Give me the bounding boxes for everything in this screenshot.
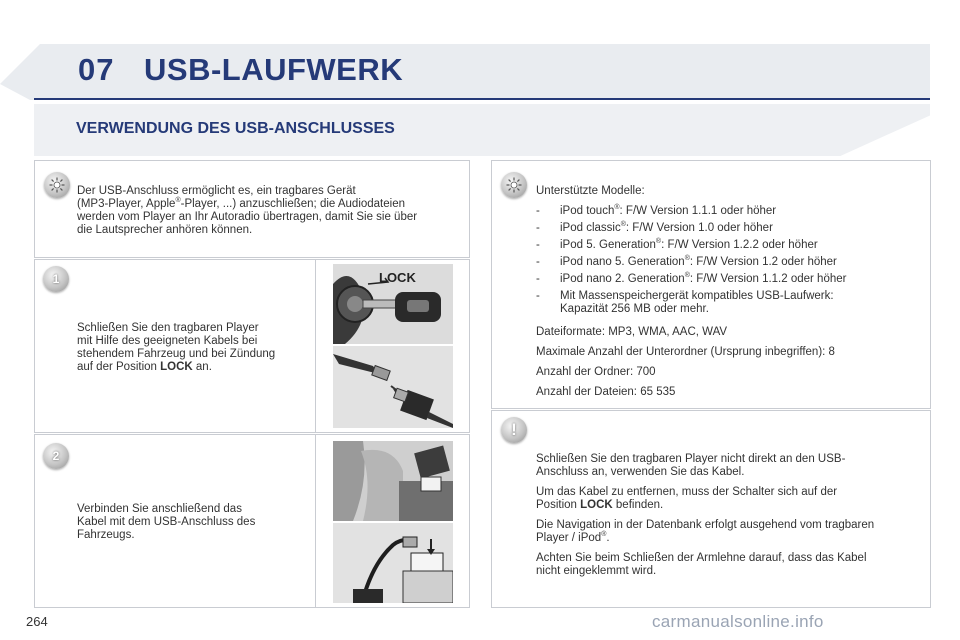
file-count: Anzahl der Dateien: 65 535 [536,386,676,398]
step-2-badge: 2 [43,443,69,469]
model-item: - iPod nano 2. Generation®: F/W Version 1.1.2 oder höher [536,272,847,285]
step-1-badge: 1 [43,266,69,292]
supported-models-text [536,185,921,406]
warning-panel [491,410,931,608]
folder-count: Anzahl der Ordner: 700 [536,366,656,378]
model-item: - iPod nano 5. Generation®: F/W Version 1.2 oder höher [536,255,837,268]
model-item: - iPod 5. Generation®: F/W Version 1.2.2 oder höher [536,238,818,251]
intro-text [77,185,467,237]
step-2-panel [34,434,470,608]
warning-paragraph-4: Achten Sie beim Schließen der Armlehne darauf, dass das Kabel nicht eingeklemmt wird. [536,552,867,577]
supported-heading: Unterstützte Modelle: [536,185,645,197]
warning-paragraph-1: Schließen Sie den tragbaren Player nicht direkt an den USB- Anschluss an, verwenden Sie das Kabel. [536,453,846,478]
armrest-image [333,441,453,521]
intro-line-1: Der USB-Anschluss ermöglicht es, ein tragbares Gerät [77,185,356,197]
step-1-panel [34,259,470,433]
file-formats: Dateiformate: MP3, WMA, AAC, WAV [536,326,728,338]
usb-cable-image [333,346,453,428]
usb-port-image [333,523,453,603]
chapter-header-underline [34,98,930,100]
ignition-lock-image [333,264,453,344]
sun-icon [44,172,70,198]
section-title: VERWENDUNG DES USB-ANSCHLUSSES [76,120,395,137]
models-list [536,205,921,316]
step-1-text: Schließen Sie den tragbaren Player mit Hilfe des geeigneten Kabels bei stehendem Fahrzeug und bei Zündung auf der Position LOCK an. [77,322,276,373]
watermark: carmanualsonline.info [652,612,824,631]
model-item: - iPod classic®: F/W Version 1.0 oder höher [536,221,773,234]
chapter-number: 07 [78,52,115,87]
intro-panel [34,160,470,258]
step-2-text: Verbinden Sie anschließend das Kabel mit dem USB-Anschluss des Fahrzeugs. [77,503,256,541]
chapter-header-background [0,44,930,100]
page-number: 264 [26,614,48,629]
sun-icon [501,172,527,198]
page-title: USB-LAUFWERK [144,52,404,87]
supported-models-panel [491,160,931,409]
model-item: - Mit Massenspeichergerät kompatibles USB-Laufwerk: Kapazität 256 MB oder mehr. [536,290,834,315]
intro-line-4: die Lautsprecher anhören können. [77,224,253,236]
exclamation-icon: ! [501,417,527,443]
intro-line-2: (MP3-Player, Apple®-Player, ...) anzuschließen; die Audiodateien [77,197,405,210]
warning-paragraph-2: Um das Kabel zu entfernen, muss der Schalter sich auf der Position LOCK befinden. [536,486,838,511]
warning-paragraph-3: Die Navigation in der Datenbank erfolgt ausgehend vom tragbaren Player / iPod®. [536,519,875,544]
model-item: - iPod touch®: F/W Version 1.1.1 oder höher [536,204,777,217]
warning-text [536,453,924,585]
lock-label: LOCK [379,270,416,285]
intro-line-3: werden vom Player an Ihr Autoradio übertragen, damit Sie sie über [77,211,418,223]
max-subfolders: Maximale Anzahl der Unterordner (Ursprung inbegriffen): 8 [536,346,835,358]
